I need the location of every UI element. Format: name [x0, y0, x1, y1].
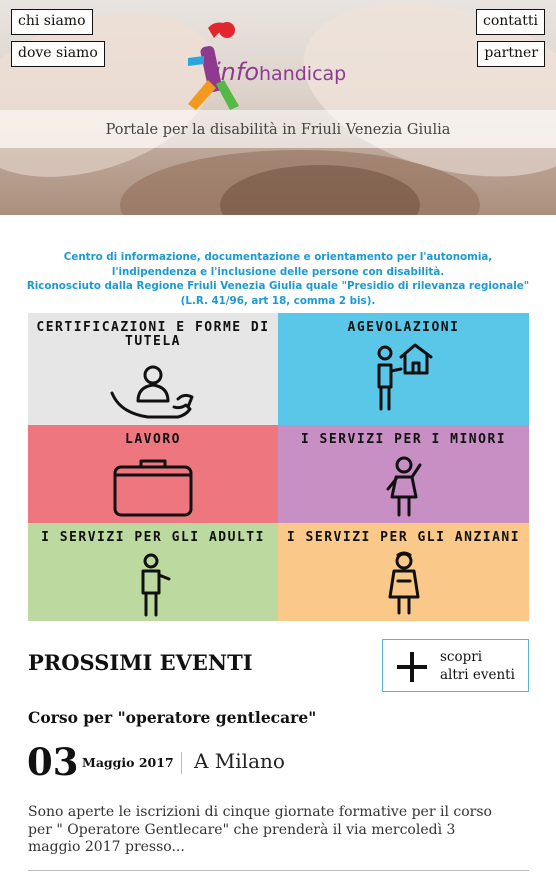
event-description: Sono aperte le iscrizioni di cinque giornate formative per il corso per " Operatore Gentlecare" che prenderà il via mercoledì 3 maggio 2017 presso...	[28, 804, 492, 855]
briefcase-icon	[111, 457, 195, 519]
site-tagline: Portale per la disabilità in Friuli Venezia Giulia	[105, 122, 451, 138]
nav-dove-siamo[interactable]: dove siamo	[11, 41, 105, 67]
child-icon	[382, 455, 426, 519]
divider	[28, 870, 529, 871]
caring-hands-icon	[108, 355, 198, 421]
events-section-title: PROSSIMI EVENTI	[28, 650, 253, 675]
tile-title: AGEVOLAZIONI	[347, 320, 460, 335]
tile-certificazioni[interactable]	[28, 313, 278, 425]
tile-title: I SERVIZI PER GLI ADULTI	[41, 530, 265, 545]
tile-lavoro[interactable]	[28, 425, 278, 523]
tile-adulti[interactable]	[28, 523, 278, 621]
intro-line-1: Centro di informazione, documentazione e orientamento per l'autonomia, l'indipendenza e l'inclusione delle persone con disabilità.	[63, 251, 493, 278]
tile-title: CERTIFICAZIONI E FORME DI TUTELA	[36, 320, 270, 349]
intro-line-2: Riconosciuto dalla Regione Friuli Venezia Giulia quale "Presidio di rilevanza regionale" (L.R. 41/96, art 18, comma 2 bis).	[26, 280, 530, 307]
event-day: 03	[27, 740, 79, 784]
event-month-year: Maggio 2017	[82, 755, 174, 770]
category-tiles	[28, 313, 529, 621]
tile-title: I SERVIZI PER I MINORI	[300, 432, 507, 447]
hero-banner	[0, 0, 556, 215]
tile-agevolazioni[interactable]	[278, 313, 529, 425]
elderly-icon	[384, 551, 424, 617]
logo-wordmark: infohandicap	[214, 58, 347, 86]
event-separator	[181, 752, 182, 774]
tile-minori[interactable]	[278, 425, 529, 523]
plus-icon	[397, 652, 427, 682]
tile-title: LAVORO	[125, 432, 181, 447]
nav-chi-siamo[interactable]: chi siamo	[11, 9, 93, 35]
tile-anziani[interactable]	[278, 523, 529, 621]
adult-icon	[133, 553, 173, 617]
tile-title: I SERVIZI PER GLI ANZIANI	[286, 530, 521, 545]
event-title[interactable]: Corso per "operatore gentlecare"	[28, 708, 317, 727]
nav-partner[interactable]: partner	[477, 41, 545, 67]
nav-contatti[interactable]: contatti	[476, 9, 545, 35]
more-events-label: scopri altri eventi	[440, 649, 515, 683]
person-with-house-icon	[371, 343, 435, 413]
more-events-button[interactable]	[382, 639, 529, 692]
intro-text	[20, 250, 536, 308]
event-place: A Milano	[194, 749, 285, 773]
